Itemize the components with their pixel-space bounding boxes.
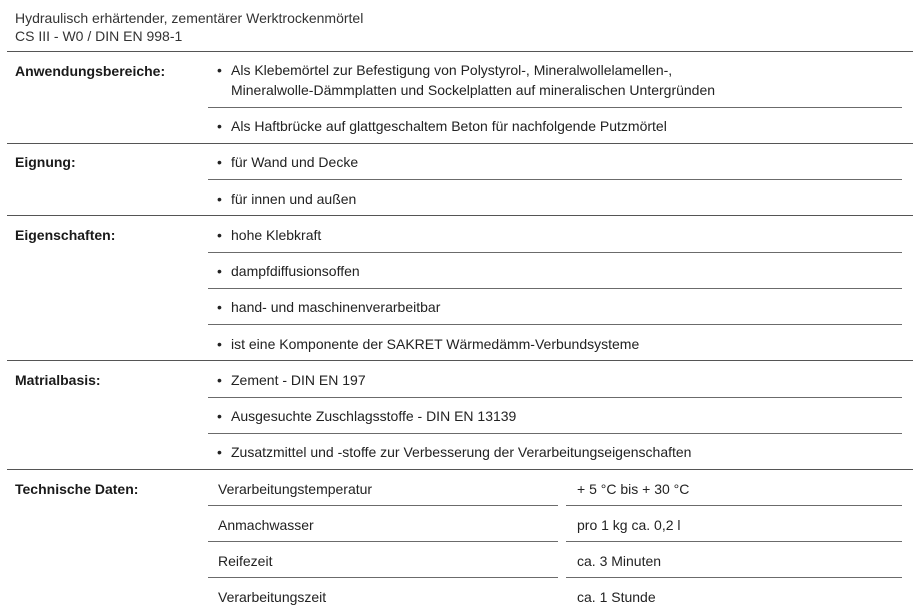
list-item [217, 334, 639, 354]
item-divider [208, 397, 902, 398]
description-line: Hydraulisch erhärtender, zementärer Werktrockenmörtel [15, 10, 364, 26]
list-item [217, 152, 358, 172]
section-divider [7, 469, 913, 470]
bullet-icon: • [217, 227, 222, 243]
list-item [217, 370, 366, 390]
list-item-text: für innen und außen [231, 191, 357, 207]
list-item [217, 116, 667, 136]
row-divider [208, 505, 558, 506]
list-item-text: Zusatzmittel und -stoffe zur Verbesserung der Verarbeitungseigenschaften [231, 444, 692, 460]
section-label-eigenschaften: Eigenschaften: [15, 227, 116, 243]
section-divider [7, 143, 913, 144]
bullet-icon: • [217, 118, 222, 134]
list-item-text: hand- und maschinenverarbeitbar [231, 299, 441, 315]
tech-row-value: + 5 °C bis + 30 °C [577, 481, 690, 497]
section-label-eignung: Eignung: [15, 154, 76, 170]
product-description [15, 9, 363, 45]
tech-row-name: Verarbeitungszeit [218, 589, 327, 605]
section-divider [7, 360, 913, 361]
bullet-icon: • [217, 62, 222, 78]
section-divider [7, 215, 913, 216]
list-item-text: für Wand und Decke [231, 154, 359, 170]
tech-row-name: Anmachwasser [218, 517, 314, 533]
tech-row-value: ca. 1 Stunde [577, 589, 656, 605]
item-divider [208, 433, 902, 434]
list-item [217, 261, 360, 281]
bullet-icon: • [217, 408, 222, 424]
list-item [217, 225, 321, 245]
list-item [217, 60, 715, 100]
list-item-text: dampfdiffusionsoffen [231, 263, 360, 279]
item-divider [208, 179, 902, 180]
list-item-text: hohe Klebkraft [231, 227, 322, 243]
item-divider [208, 324, 902, 325]
section-label-matrialbasis: Matrialbasis: [15, 372, 101, 388]
row-divider [566, 541, 902, 542]
bullet-icon: • [217, 336, 222, 352]
bullet-icon: • [217, 299, 222, 315]
standard-line: CS III - W0 / DIN EN 998-1 [15, 28, 183, 44]
tech-row-name: Reifezeit [218, 553, 273, 569]
bullet-icon: • [217, 263, 222, 279]
list-item-text: ist eine Komponente der SAKRET Wärmedämm-Verbundsysteme [231, 336, 640, 352]
item-divider [208, 288, 902, 289]
row-divider [208, 577, 558, 578]
item-divider [208, 107, 902, 108]
section-label-technische-daten: Technische Daten: [15, 481, 139, 497]
list-item-text: Als Klebemörtel zur Befestigung von Polystyrol-, Mineralwollelamellen-, [231, 62, 673, 78]
list-item [217, 297, 440, 317]
list-item-text: Als Haftbrücke auf glattgeschaltem Beton für nachfolgende Putzmörtel [231, 118, 667, 134]
bullet-icon: • [217, 191, 222, 207]
tech-row-value: pro 1 kg ca. 0,2 l [577, 517, 681, 533]
bullet-icon: • [217, 372, 222, 388]
row-divider [208, 541, 558, 542]
list-item [217, 406, 516, 426]
section-divider [7, 51, 913, 52]
row-divider [566, 505, 902, 506]
list-item-text: Mineralwolle-Dämmplatten und Sockelplatten auf mineralischen Untergründen [231, 82, 716, 98]
list-item-text: Zement - DIN EN 197 [231, 372, 366, 388]
list-item [217, 442, 691, 462]
bullet-icon: • [217, 444, 222, 460]
tech-row-name: Verarbeitungstemperatur [218, 481, 373, 497]
bullet-icon: • [217, 154, 222, 170]
list-item-text: Ausgesuchte Zuschlagsstoffe - DIN EN 13139 [231, 408, 517, 424]
tech-row-value: ca. 3 Minuten [577, 553, 662, 569]
section-label-anwendungsbereiche: Anwendungsbereiche: [15, 63, 166, 79]
list-item [217, 189, 356, 209]
row-divider [566, 577, 902, 578]
item-divider [208, 252, 902, 253]
